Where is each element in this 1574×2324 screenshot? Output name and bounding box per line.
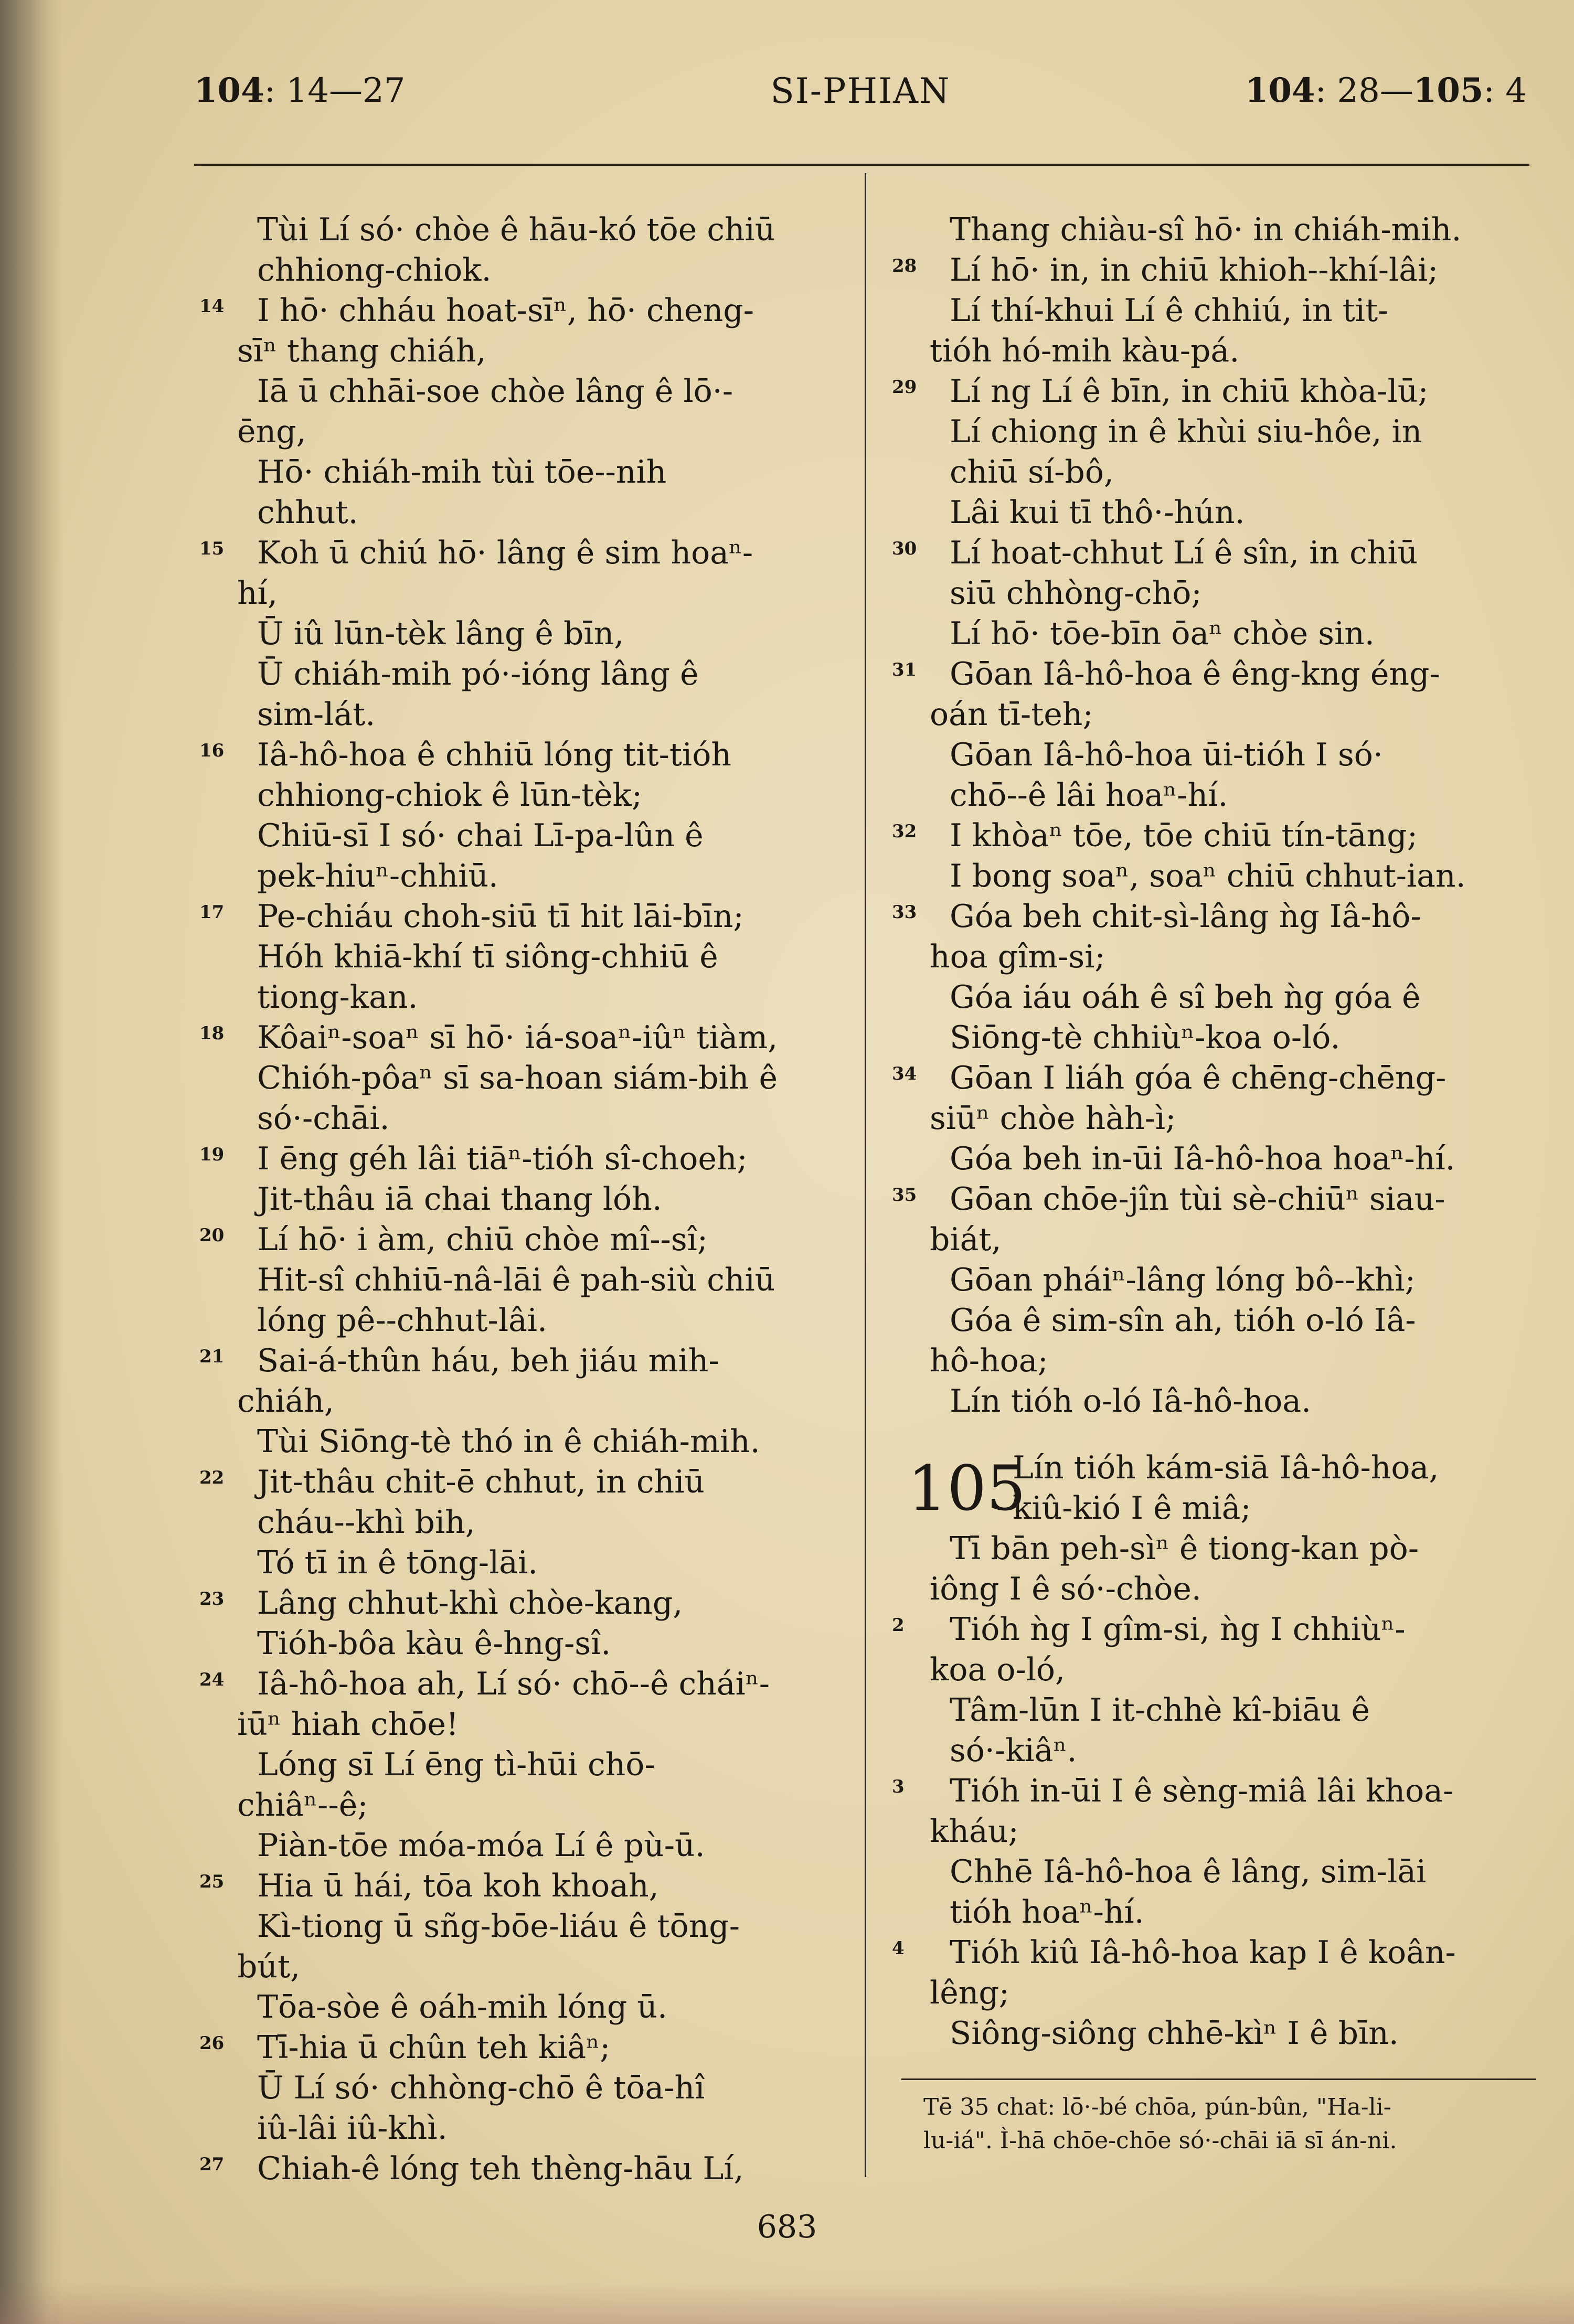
- verse-line: Hō· chiáh-mih tùi tōe--nih: [257, 454, 667, 491]
- verse: [892, 1771, 1543, 1933]
- verse-line: I khòaⁿ tōe, tōe chiū tín-tāng;: [950, 817, 1418, 854]
- verse-line: Chióh-pôaⁿ sī sa-hoan siám-bih ê: [257, 1060, 778, 1096]
- verse-number: 31: [892, 659, 917, 680]
- verse-line: Góa iáu oáh ê sî beh ǹg góa ê: [950, 979, 1421, 1016]
- psalm-104-end: [892, 210, 1543, 1422]
- footnote-rule: [901, 2078, 1536, 2080]
- verse-line: Hia ū hái, tōa koh khoah,: [257, 1868, 659, 1904]
- verse-number: 29: [892, 377, 917, 398]
- header-right-chapter-start: 104: [1245, 71, 1315, 110]
- verse-number: 22: [199, 1467, 225, 1488]
- verse-line: Tùi Siōng-tè thó in ê chiáh-mih.: [257, 1423, 760, 1460]
- verse-number: 28: [892, 255, 917, 276]
- verse: [199, 735, 850, 897]
- verse-line: Lín tióh o-ló Iâ-hô-hoa.: [950, 1383, 1312, 1420]
- verse-number: 15: [199, 538, 225, 559]
- verse-line: Tōa-sòe ê oáh-mih lóng ū.: [257, 1989, 668, 2025]
- verse-line: Lín tióh kám-siā Iâ-hô-hoa,: [1013, 1449, 1439, 1486]
- verse-line: Tùi Lí só· chòe ê hāu-kó tōe chiū: [257, 211, 775, 248]
- verse-number: 2: [892, 1615, 905, 1636]
- verse-line: chhiong-chiok.: [257, 252, 492, 289]
- verse: [199, 1866, 850, 2028]
- verse: [892, 816, 1543, 897]
- verse-line: tióh hoaⁿ-hí.: [950, 1894, 1144, 1931]
- verse-line: Gōan Iâ-hô-hoa ūi-tióh I só·: [950, 737, 1383, 773]
- verse: [199, 210, 850, 291]
- verse-line: Kôaiⁿ-soaⁿ sī hō· iá-soaⁿ-iûⁿ tiàm,: [257, 1019, 778, 1056]
- verse-number: 14: [199, 296, 225, 317]
- verse-number: 25: [199, 1871, 225, 1892]
- verse-line: Lí ng Lí ê bīn, in chiū khòa-lū;: [950, 373, 1429, 410]
- psalm-105-verses: [892, 1609, 1543, 2054]
- verse-number: 30: [892, 538, 917, 559]
- verse-line: só·-chāi.: [257, 1100, 390, 1137]
- verse-line: hí,: [237, 575, 278, 612]
- verse-line: Lí thí-khui Lí ê chhiú, in tit-: [950, 292, 1389, 329]
- verse-line: Piàn-tōe móa-móa Lí ê pù-ū.: [257, 1827, 705, 1864]
- verse-line: Ū iû lūn-tèk lâng ê bīn,: [257, 615, 624, 652]
- verse: [892, 1609, 1543, 1771]
- verse-line: Kì-tiong ū sñg-bōe-liáu ê tōng-: [257, 1908, 740, 1945]
- verse-line: kháu;: [930, 1813, 1019, 1850]
- verse-line: pek-hiuⁿ-chhiū.: [257, 858, 498, 894]
- verse-line: Ū chiáh-mih pó·-ióng lâng ê: [257, 656, 699, 692]
- verse-line: Tióh-bôa kàu ê-hng-sî.: [257, 1625, 611, 1662]
- psalm-105-start: [892, 1448, 1543, 1609]
- verse-number: 16: [199, 740, 225, 761]
- verse-line: Tióh in-ūi I ê sèng-miâ lâi khoa-: [950, 1773, 1454, 1809]
- right-column: [892, 210, 1543, 2054]
- verse-line: tiong-kan.: [257, 979, 418, 1016]
- verse-line: iû-lâi iû-khì.: [257, 2110, 448, 2147]
- verse: [199, 1583, 850, 1664]
- verse-line: Lí hō· i àm, chiū chòe mî--sî;: [257, 1221, 708, 1258]
- verse-line: Gōan Iâ-hô-hoa ê êng-kng éng-: [950, 656, 1440, 692]
- verse-line: Jit-thâu iā chai thang lóh.: [257, 1181, 662, 1218]
- verse-line: I ēng géh lâi tiāⁿ-tióh sî-choeh;: [257, 1140, 748, 1177]
- verse-line: Thang chiàu-sî hō· in chiáh-mih.: [950, 211, 1462, 248]
- verse-line: Hóh khiā-khí tī siông-chhiū ê: [257, 939, 718, 975]
- verse-line: biát,: [930, 1221, 1002, 1258]
- verse-number: 3: [892, 1776, 905, 1797]
- verse-number: 24: [199, 1669, 225, 1690]
- verse: [199, 1018, 850, 1139]
- verse-line: Gōan I liáh góa ê chēng-chēng-: [950, 1060, 1447, 1096]
- verse-line: Ū Lí só· chhòng-chō ê tōa-hî: [257, 2070, 705, 2106]
- verse-line: chiáh,: [237, 1383, 334, 1420]
- verse: [199, 1220, 850, 1341]
- book-title: SI-PHIAN: [770, 71, 951, 111]
- left-column: [199, 210, 850, 2189]
- verse-line: Lí hō· tōe-bīn ōaⁿ chòe sin.: [950, 615, 1375, 652]
- page-number: 683: [757, 2209, 817, 2245]
- verse-line: koa o-ló,: [930, 1651, 1066, 1688]
- verse-line: sim-lát.: [257, 696, 376, 733]
- verse: [199, 897, 850, 1018]
- verse-line: só·-kiâⁿ.: [950, 1732, 1077, 1769]
- verse-number: 23: [199, 1589, 225, 1609]
- verse-line: hô-hoa;: [930, 1342, 1048, 1379]
- header-left-chapter: 104: [194, 71, 264, 110]
- verse: [892, 533, 1543, 654]
- verse-line: Koh ū chiú hō· lâng ê sim hoaⁿ-: [257, 535, 753, 571]
- verse-line: Tó tī in ê tōng-lāi.: [257, 1544, 538, 1581]
- footnote-line: Tē 35 chat: lō·-bé chōa, pún-bûn, "Ha-li-: [923, 2094, 1391, 2120]
- verse: [199, 1462, 850, 1583]
- footnote-line: lu-iá". Ì-hā chōe-chōe só·-chāi iā sī án-ni.: [923, 2127, 1397, 2154]
- running-header: [194, 71, 1527, 123]
- verse: [892, 1058, 1543, 1179]
- verse-line: Tī bān peh-sìⁿ ê tiong-kan pò-: [950, 1530, 1419, 1567]
- verse-line: Chhē Iâ-hô-hoa ê lâng, sim-lāi: [950, 1853, 1427, 1890]
- verse-line: tióh hó-mih kàu-pá.: [930, 333, 1240, 369]
- verse: [199, 2149, 850, 2189]
- verse-line: Tióh kiû Iâ-hô-hoa kap I ê koân-: [950, 1934, 1456, 1971]
- verse: [199, 1341, 850, 1462]
- header-left-verses: : 14—27: [264, 71, 406, 110]
- verse-line: ēng,: [237, 413, 306, 450]
- verse-line: cháu--khì bih,: [257, 1504, 475, 1541]
- verse-number: 32: [892, 821, 917, 842]
- verse-line: lóng pê--chhut-lâi.: [257, 1302, 548, 1339]
- verse: [892, 897, 1543, 1058]
- verse-line: hoa gîm-si;: [930, 939, 1105, 975]
- verse-line: Góa beh chit-sì-lâng ǹg Iâ-hô-: [950, 898, 1421, 935]
- verse-line: Tī-hia ū chûn teh kiâⁿ;: [257, 2029, 611, 2066]
- verse-number: 27: [199, 2154, 225, 2175]
- verse-line: chō--ê lâi hoaⁿ-hí.: [950, 777, 1228, 814]
- header-right-sep: : 28—: [1315, 71, 1413, 110]
- verse-line: chhiong-chiok ê lūn-tèk;: [257, 777, 643, 814]
- verse-line: Lí hō· in, in chiū khioh--khí-lâi;: [950, 252, 1439, 289]
- verse-line: Lí hoat-chhut Lí ê sîn, in chiū: [950, 535, 1418, 571]
- verse-line: kiû-kió I ê miâ;: [1013, 1490, 1251, 1527]
- verse-line: Chiū-sī I só· chai Lī-pa-lûn ê: [257, 817, 704, 854]
- verse-line: Siōng-tè chhiùⁿ-koa o-ló.: [950, 1019, 1341, 1056]
- verse-line: Lâi kui tī thô·-hún.: [950, 494, 1245, 531]
- verse-line: Góa ê sim-sîn ah, tióh o-ló Iâ-: [950, 1302, 1416, 1339]
- verse-number: 18: [199, 1023, 225, 1044]
- verse-line: Gōan pháiⁿ-lâng lóng bô--khì;: [950, 1262, 1416, 1298]
- verse-number: 19: [199, 1144, 225, 1165]
- verse-line: chhut.: [257, 494, 358, 531]
- header-right-chapter-end: 105: [1413, 71, 1484, 110]
- verse-line: Lóng sī Lí ēng tì-hūi chō-: [257, 1746, 655, 1783]
- verse-number: 26: [199, 2033, 225, 2054]
- verse-number: 34: [892, 1063, 917, 1084]
- header-right-ref: [1245, 71, 1527, 110]
- header-right-verse-end: : 4: [1483, 71, 1527, 110]
- page-edge-shade: [0, 2282, 1574, 2324]
- verse-line: Jit-thâu chit-ē chhut, in chiū: [257, 1464, 705, 1500]
- verse-number: 17: [199, 902, 225, 923]
- verse: [199, 533, 850, 735]
- column-divider: [865, 173, 866, 2177]
- verse-line: bút,: [237, 1948, 301, 1985]
- verse-line: Lâng chhut-khì chòe-kang,: [257, 1585, 683, 1622]
- verse-number: 20: [199, 1225, 225, 1246]
- verse-line: siū chhòng-chō;: [950, 575, 1202, 612]
- verse-line: Lí chiong in ê khùi siu-hôe, in: [950, 413, 1422, 450]
- verse-line: Chiah-ê lóng teh thèng-hāu Lí,: [257, 2150, 744, 2187]
- verse: [892, 210, 1543, 250]
- book-binding-shadow: [0, 0, 63, 2324]
- verse-line: iông I ê só·-chòe.: [930, 1571, 1201, 1607]
- verse: [892, 1933, 1543, 2054]
- verse: [199, 1139, 850, 1220]
- header-rule: [194, 164, 1529, 166]
- verse: [892, 371, 1543, 533]
- verse: [892, 654, 1543, 816]
- chapter-number: 105: [908, 1452, 1026, 1525]
- verse-line: Iā ū chhāi-soe chòe lâng ê lō·-: [257, 373, 733, 410]
- verse: [199, 2028, 850, 2149]
- verse-line: Iâ-hô-hoa ah, Lí só· chō--ê cháiⁿ-: [257, 1666, 770, 1702]
- verse-line: chiū sí-bô,: [950, 454, 1114, 491]
- verse-line: Tióh ǹg I gîm-si, ǹg I chhiùⁿ-: [950, 1611, 1406, 1648]
- verse-line: Pe-chiáu choh-siū tī hit lāi-bīn;: [257, 898, 744, 935]
- verse-line: sīⁿ thang chiáh,: [237, 333, 486, 369]
- verse-line: Sai-á-thûn háu, beh jiáu mih-: [257, 1342, 719, 1379]
- verse-line: iūⁿ hiah chōe!: [237, 1706, 459, 1743]
- verse-number: 33: [892, 902, 917, 923]
- verse: [199, 1664, 850, 1866]
- verse-line: Siông-siông chhē-kìⁿ I ê bīn.: [950, 2015, 1399, 2052]
- verse-line: I hō· chháu hoat-sīⁿ, hō· cheng-: [257, 292, 754, 329]
- verse-line: Góa beh in-ūi Iâ-hô-hoa hoaⁿ-hí.: [950, 1140, 1455, 1177]
- verse-line: Tâm-lūn I it-chhè kî-biāu ê: [950, 1692, 1370, 1729]
- verse-line: lêng;: [930, 1975, 1009, 2011]
- verse-number: 21: [199, 1346, 225, 1367]
- verse: [892, 250, 1543, 371]
- verse: [892, 1179, 1543, 1422]
- verse-line: Hit-sî chhiū-nâ-lāi ê pah-siù chiū: [257, 1262, 775, 1298]
- verse-number: 35: [892, 1185, 917, 1206]
- verse: [199, 291, 850, 533]
- verse-line: Gōan chōe-jîn tùi sè-chiūⁿ siau-: [950, 1181, 1445, 1218]
- verse-line: chiâⁿ--ê;: [237, 1787, 368, 1824]
- verse-line: I bong soaⁿ, soaⁿ chiū chhut-ian.: [950, 858, 1466, 894]
- verse-line: oán tī-teh;: [930, 696, 1093, 733]
- footnote: [923, 2091, 1553, 2158]
- verse-number: 4: [892, 1938, 905, 1959]
- verse-line: siūⁿ chòe hàh-ì;: [930, 1100, 1176, 1137]
- verse-line: Iâ-hô-hoa ê chhiū lóng tit-tióh: [257, 737, 731, 773]
